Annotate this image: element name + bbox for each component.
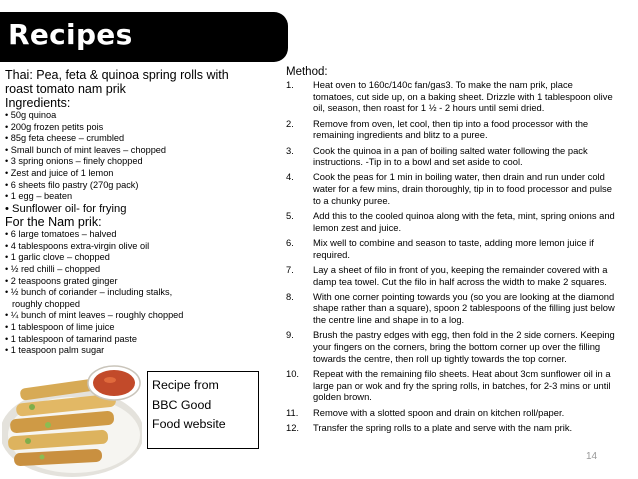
method-step	[286, 329, 616, 364]
step-number: 12.	[286, 421, 300, 433]
step-number: 2.	[286, 117, 294, 129]
nam-prik-item: • 2 teaspoons grated ginger	[5, 275, 118, 286]
credit-line: BBC Good	[152, 397, 212, 412]
method-step	[286, 291, 616, 326]
ingredient-item: • Zest and juice of 1 lemon	[5, 167, 114, 178]
nam-prik-item: • 1 tablespoon of lime juice	[5, 322, 115, 332]
nam-prik-heading: For the Nam prik:	[5, 215, 102, 230]
recipe-title-line2: roast tomato nam prik	[5, 82, 126, 96]
step-number: 11.	[286, 406, 299, 418]
step-text: Add this to the cooled quinoa along with the feta, mint, spring onions and lemon zest and juice.	[313, 210, 615, 233]
method-step	[286, 407, 616, 419]
page-number: 14	[586, 451, 598, 462]
step-text: Repeat with the remaining filo sheets. Heat about 3cm sunflower oil in a large pan or wok and fry the spring rolls, in batches, for 2-3 mins or until golden brown.	[313, 367, 611, 403]
credit-line: Recipe from	[152, 378, 219, 392]
nam-prik-list	[5, 229, 285, 357]
ingredients-list	[5, 110, 285, 215]
step-number: 4.	[286, 171, 294, 183]
nam-prik-item: • 4 tablespoons extra-virgin olive oil	[5, 240, 150, 251]
method-step	[286, 237, 616, 260]
step-text: Transfer the spring rolls to a plate and serve with the nam prik.	[313, 421, 573, 433]
step-text: Heat oven to 160c/140c fan/gas3. To make the nam prik, place tomatoes, cut side up, on a baking sheet. Drizzle with 1 tablespoon olive oil, season, then roast for 1 ½ - 2 hours until semi dried.	[313, 79, 613, 114]
ingredient-item: • 6 sheets filo pastry (270g pack)	[5, 179, 139, 190]
ingredients-heading: Ingredients:	[5, 96, 71, 110]
step-text: Cook the peas for 1 min in boiling water, then drain and run under cold water for a few mins, drain thoroughly, tip in to food processor and pulse to a chunky puree.	[313, 171, 612, 206]
ingredients-column	[5, 68, 285, 357]
method-step	[286, 171, 616, 206]
nam-prik-item-continuation: roughly chopped	[12, 298, 80, 309]
nam-prik-item	[5, 287, 285, 310]
method-heading: Method:	[286, 66, 328, 78]
method-step	[286, 118, 616, 141]
method-step	[286, 210, 616, 233]
ingredient-item: • Sunflower oil- for frying	[5, 202, 127, 215]
nam-prik-item: • 1 teaspoon palm sugar	[5, 345, 105, 356]
method-step	[286, 79, 616, 114]
recipe-title-line1: Thai: Pea, feta & quinoa spring rolls with	[5, 68, 229, 82]
step-number: 3.	[286, 144, 294, 156]
step-text: Brush the pastry edges with egg, then fold in the 2 side corners. Keeping your fingers on the corners, bring the bottom corner up over the filling towards the centre, then roll up tightly towards the top corner.	[313, 329, 615, 364]
ingredient-item: • 50g quinoa	[5, 110, 57, 120]
step-number: 8.	[286, 290, 294, 302]
ingredient-item: • Small bunch of mint leaves – chopped	[5, 144, 167, 155]
page-title: Recipes	[8, 18, 133, 51]
step-number: 7.	[286, 263, 294, 275]
step-number: 10.	[286, 367, 300, 379]
step-number: 5.	[286, 210, 294, 222]
nam-prik-item: • ½ red chilli – chopped	[5, 264, 101, 275]
step-number: 6.	[286, 236, 294, 248]
method-steps	[286, 79, 616, 433]
step-number: 9.	[286, 329, 294, 341]
step-text: Mix well to combine and season to taste, adding more lemon juice if required.	[313, 236, 594, 260]
credit-line: Food website	[152, 417, 226, 431]
ingredient-item: • 3 spring onions – finely chopped	[5, 156, 143, 167]
method-step	[286, 264, 616, 287]
nam-prik-item: • 6 large tomatoes – halved	[5, 229, 117, 240]
method-step	[286, 368, 616, 403]
step-text: Remove with a slotted spoon and drain on kitchen roll/paper.	[313, 406, 565, 418]
step-text: With one corner pointing towards you (so you are looking at the diamond shape rather than a square), spoon 2 tablespoons of the filling just below the centre line and shape in to a log.	[313, 290, 615, 326]
nam-prik-item: • ¼ bunch of mint leaves – roughly chopped	[5, 310, 184, 321]
step-text: Remove from oven, let cool, then tip into a food processor with the remaining ingredients and blitz to a puree.	[313, 117, 589, 141]
ingredient-item: • 85g feta cheese – crumbled	[5, 133, 125, 144]
nam-prik-item: • 1 garlic clove – chopped	[5, 252, 110, 263]
step-text: Lay a sheet of filo in front of you, keeping the remainder covered with a damp tea towel. Cut the filo in half across the width to make 2 squares.	[313, 263, 608, 287]
ingredient-item: • 1 egg – beaten	[5, 191, 73, 202]
spring-rolls-photo	[2, 353, 142, 477]
method-step	[286, 145, 616, 168]
ingredient-item: • 200g frozen petits pois	[5, 121, 104, 132]
method-column	[286, 66, 616, 437]
step-text: Cook the quinoa in a pan of boiling salted water following the pack instructions. -Tip in to a bowl and set aside to cool.	[313, 144, 588, 168]
method-step	[286, 422, 616, 434]
nam-prik-item: • 1 tablespoon of tamarind paste	[5, 333, 137, 344]
recipe-credit-box	[147, 371, 259, 449]
nam-prik-item-text: • ½ bunch of coriander – including stalks,	[5, 287, 173, 298]
step-number: 1.	[286, 79, 294, 90]
